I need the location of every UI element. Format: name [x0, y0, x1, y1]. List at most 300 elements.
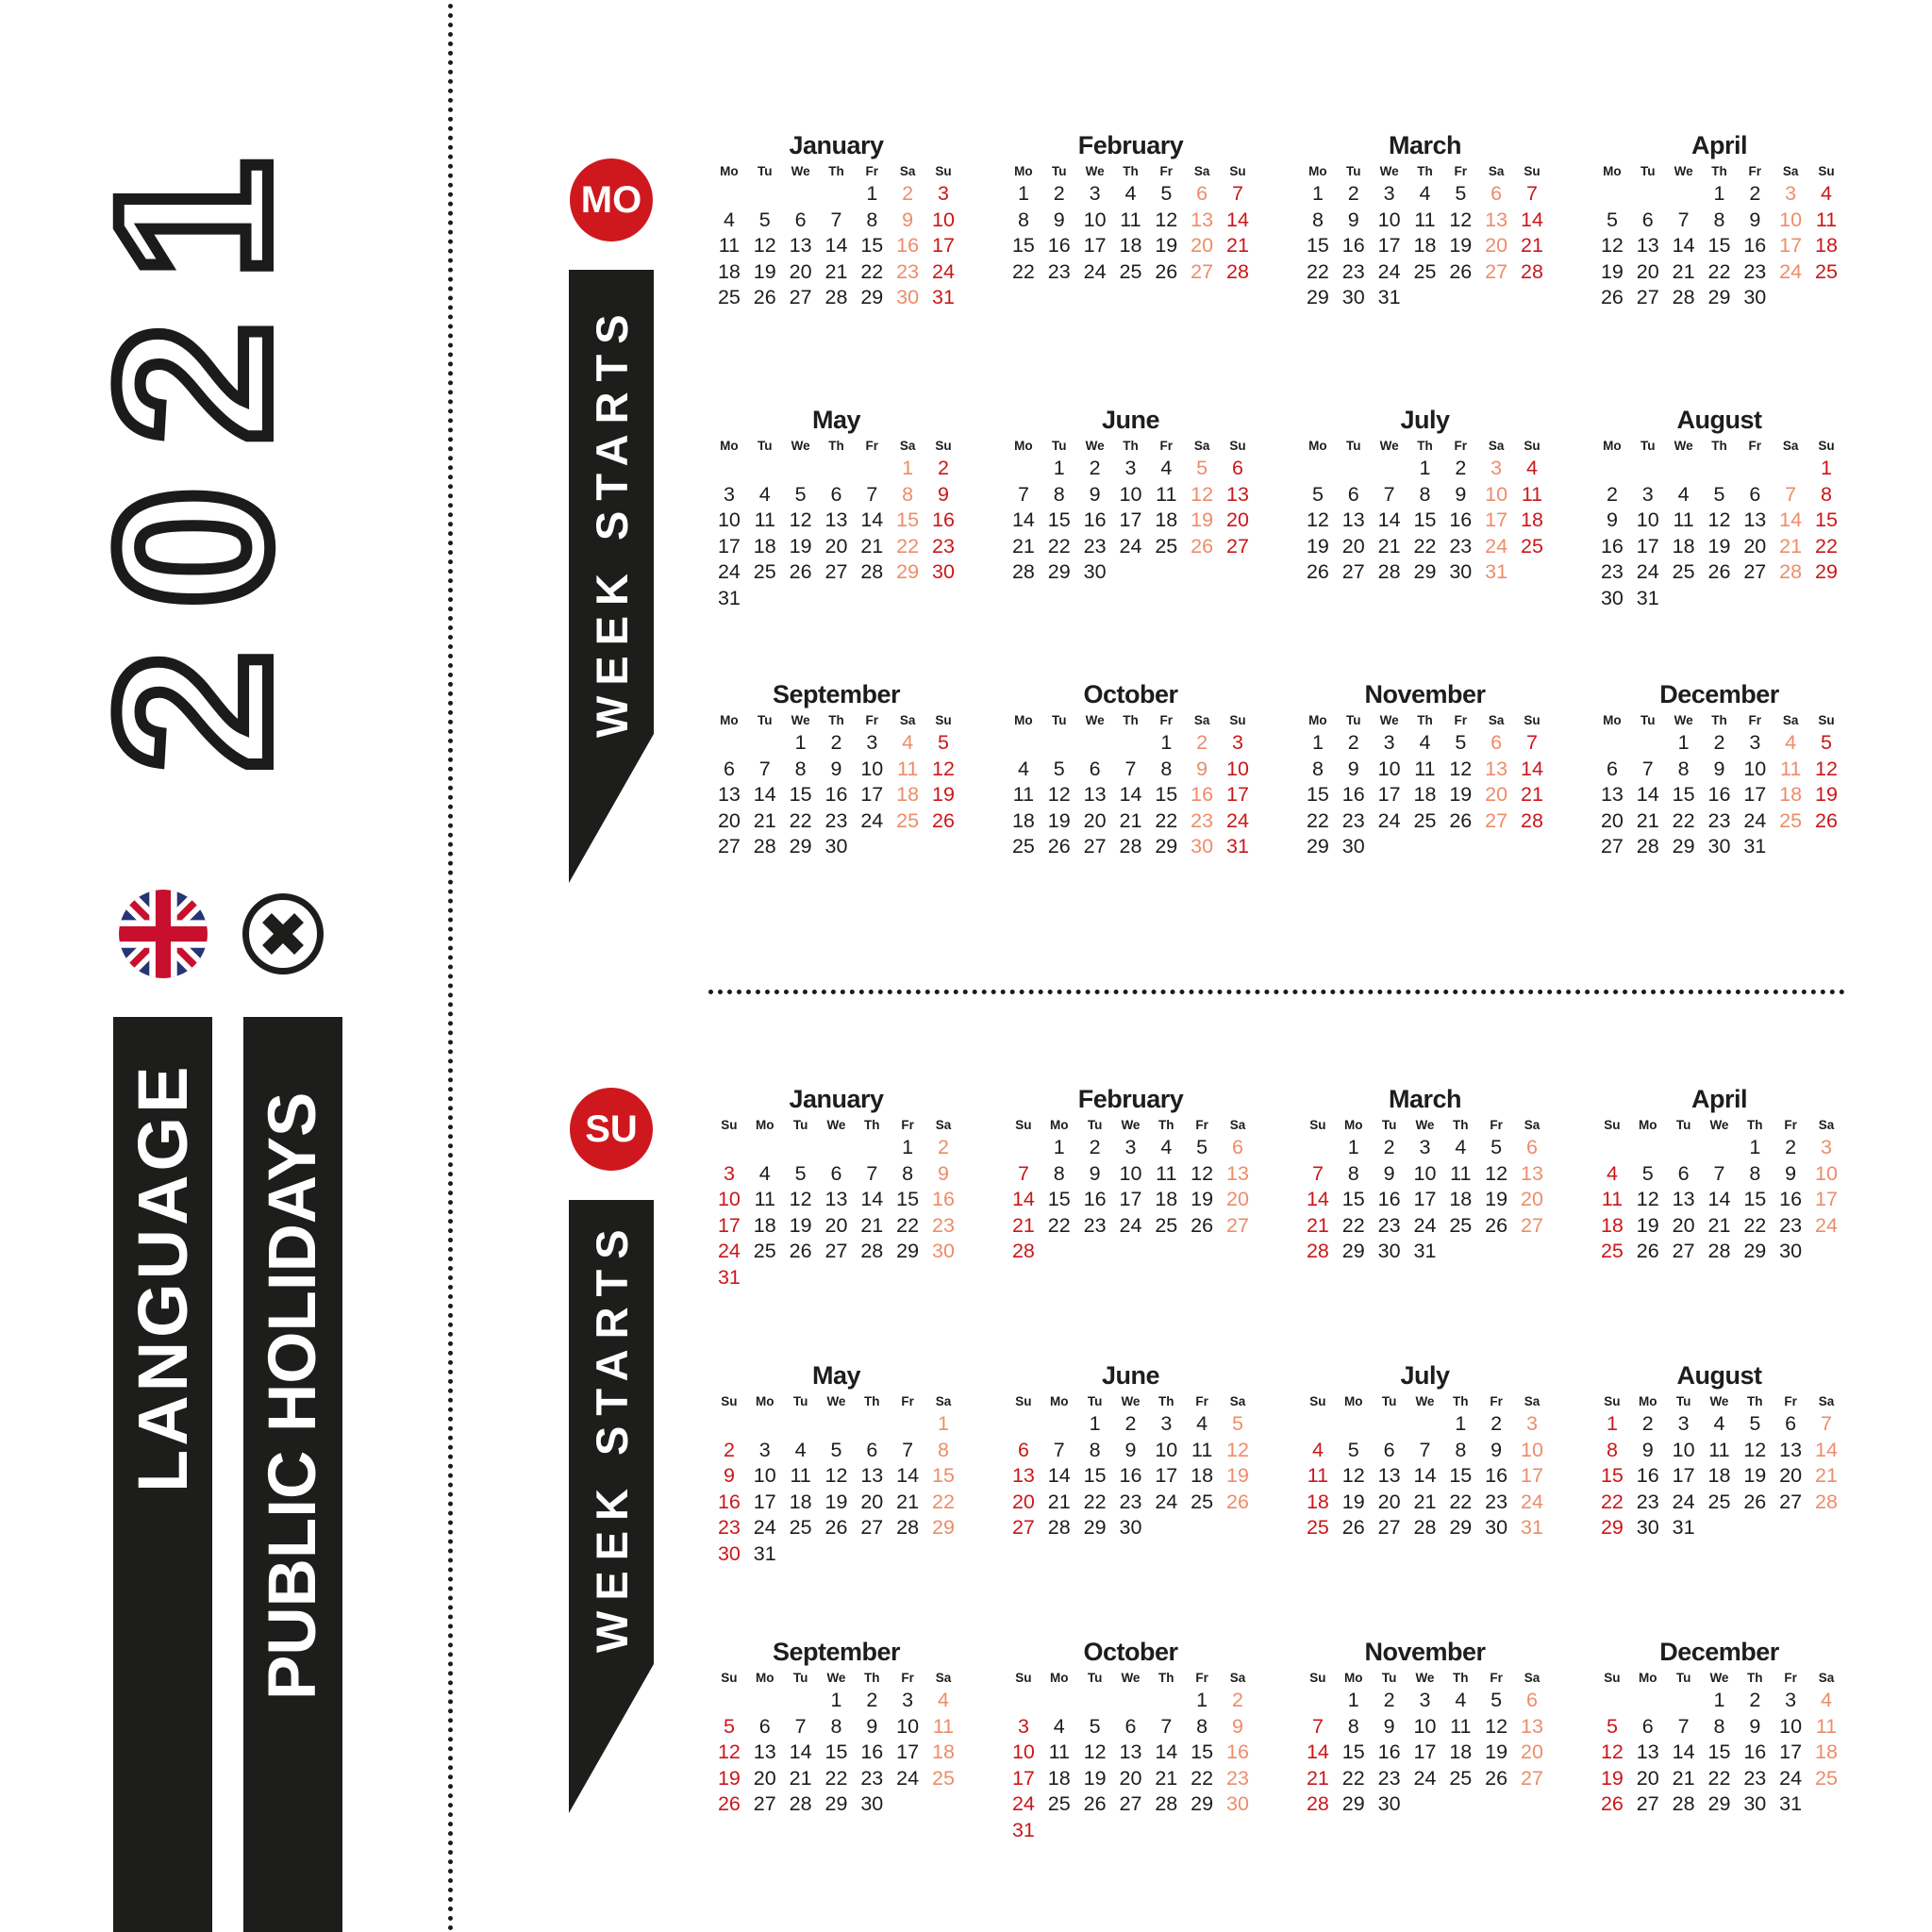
date-cell: [1630, 456, 1666, 482]
date-cell: [819, 1411, 855, 1438]
date-cell: 1: [902, 1136, 914, 1158]
date-cell: 14: [860, 508, 884, 532]
date-cell: 23: [1377, 1766, 1401, 1790]
date-cell: 11: [1708, 1438, 1730, 1461]
month-block: [1006, 1084, 1256, 1265]
weekday-label: Mo: [1603, 713, 1622, 727]
weekday-label: Sa: [1193, 439, 1210, 453]
weekday-label: Mo: [720, 713, 739, 727]
date-cell: 11: [1450, 1714, 1472, 1738]
date-cell: 5: [1089, 1714, 1101, 1738]
date-cell: [1702, 1135, 1738, 1161]
date-cell: 24: [1377, 259, 1401, 283]
date-cell: 22: [1743, 1213, 1767, 1237]
date-cell: [1407, 285, 1443, 311]
month-name: August: [1676, 406, 1762, 434]
date-cell: 28: [1011, 560, 1035, 584]
date-cell: 26: [932, 808, 955, 832]
date-cell: 5: [1160, 182, 1173, 205]
date-cell: 12: [789, 508, 812, 532]
weekday-label: Sa: [899, 439, 916, 453]
weekday-label: Mo: [1050, 1394, 1069, 1408]
weekday-label: Su: [1229, 164, 1246, 178]
date-cell: 10: [1119, 1161, 1142, 1185]
date-cell: 3: [723, 1161, 735, 1185]
date-cell: 7: [1053, 1438, 1065, 1461]
date-cell: [1594, 456, 1630, 482]
date-cell: 4: [1419, 182, 1431, 205]
date-cell: 16: [1083, 1188, 1107, 1211]
date-cell: 2: [1749, 1689, 1761, 1711]
date-cell: 18: [896, 783, 920, 807]
date-cell: 9: [1232, 1714, 1243, 1738]
date-cell: 16: [1226, 1740, 1249, 1764]
date-cell: 4: [1677, 482, 1690, 506]
date-cell: 7: [866, 1161, 878, 1185]
date-cell: [1514, 285, 1550, 311]
date-cell: 22: [1083, 1490, 1107, 1513]
date-cell: 12: [717, 1740, 741, 1764]
date-cell: 26: [1191, 1213, 1214, 1237]
date-cell: 19: [1485, 1188, 1508, 1211]
weekday-label: Su: [1604, 1118, 1621, 1132]
date-cell: [747, 1135, 783, 1161]
date-cell: 15: [1413, 508, 1437, 532]
date-cell: 18: [1815, 1740, 1838, 1764]
weekday-label: Sa: [1229, 1671, 1246, 1685]
horizontal-dotted-divider: [708, 990, 1845, 994]
date-cell: 19: [1226, 1464, 1249, 1488]
date-cell: [819, 1541, 855, 1568]
weekday-label: Th: [1711, 713, 1727, 727]
date-cell: 3: [1383, 182, 1395, 205]
date-cell: 29: [1341, 1792, 1365, 1816]
date-cell: [783, 586, 819, 612]
date-cell: 29: [1341, 1240, 1365, 1263]
weekday-label: Su: [1524, 164, 1541, 178]
date-cell: [1442, 1791, 1478, 1818]
date-cell: 18: [1449, 1740, 1473, 1764]
date-cell: 4: [938, 1689, 949, 1711]
date-cell: 23: [1119, 1490, 1142, 1513]
date-cell: 20: [1485, 234, 1508, 258]
date-cell: 30: [1485, 1516, 1508, 1540]
date-cell: [819, 181, 855, 208]
date-cell: 27: [824, 560, 848, 584]
date-cell: 23: [1083, 534, 1107, 558]
date-cell: 3: [1641, 482, 1654, 506]
date-cell: 24: [1779, 1766, 1803, 1790]
weekday-label: Th: [828, 164, 844, 178]
date-cell: [1372, 834, 1407, 860]
date-cell: 25: [753, 560, 776, 584]
date-cell: 5: [1606, 208, 1618, 231]
weekday-label: Tu: [1052, 713, 1067, 727]
date-cell: [783, 456, 819, 482]
date-cell: [1113, 1818, 1149, 1844]
date-cell: 13: [860, 1464, 884, 1488]
date-cell: 4: [1196, 1412, 1208, 1435]
date-cell: 21: [1521, 234, 1543, 258]
month-name: March: [1388, 131, 1462, 159]
weekday-label: Sa: [899, 164, 916, 178]
date-cell: 10: [1377, 208, 1401, 231]
date-cell: 26: [1485, 1213, 1508, 1237]
date-cell: 31: [1226, 835, 1249, 858]
date-cell: [1220, 559, 1256, 586]
date-cell: 4: [758, 1161, 771, 1185]
weekday-label: We: [1709, 1118, 1729, 1132]
date-cell: 23: [1449, 534, 1473, 558]
date-cell: 2: [1089, 1136, 1101, 1158]
date-cell: 16: [1636, 1464, 1659, 1488]
weekday-label: Tu: [758, 164, 773, 178]
date-cell: 1: [1196, 1689, 1208, 1711]
weekday-label: Tu: [1381, 1671, 1397, 1685]
date-cell: 16: [1377, 1188, 1401, 1211]
date-cell: 20: [1485, 783, 1508, 807]
date-cell: [711, 456, 747, 482]
close-icon[interactable]: [242, 893, 324, 974]
weekday-label: Sa: [1782, 439, 1799, 453]
date-cell: 17: [1672, 1464, 1695, 1488]
date-cell: 2: [1606, 482, 1618, 506]
date-cell: 2: [902, 182, 914, 205]
date-cell: 9: [1606, 508, 1618, 532]
date-cell: 27: [789, 286, 812, 309]
date-cell: 7: [1017, 1161, 1029, 1185]
date-cell: 8: [1053, 482, 1065, 506]
uk-flag-icon[interactable]: [119, 890, 208, 978]
date-cell: 2: [1089, 457, 1101, 479]
date-cell: 8: [1455, 1438, 1467, 1461]
date-cell: 22: [824, 1766, 848, 1790]
date-cell: 29: [1707, 286, 1731, 309]
date-cell: 30: [1341, 286, 1365, 309]
date-cell: 22: [1047, 1213, 1071, 1237]
month-name: August: [1676, 1361, 1762, 1390]
weekday-label: Fr: [865, 713, 879, 727]
date-cell: 10: [1413, 1161, 1437, 1185]
date-cell: [1006, 456, 1041, 482]
date-cell: 9: [1089, 1161, 1101, 1185]
date-cell: 4: [1526, 457, 1538, 479]
weekday-label: Sa: [1818, 1671, 1835, 1685]
date-cell: 24: [1672, 1490, 1695, 1513]
weekday-label: Th: [1711, 439, 1727, 453]
date-cell: 14: [1047, 1464, 1071, 1488]
date-cell: [819, 1265, 855, 1291]
date-cell: [1514, 1791, 1550, 1818]
weekday-label: Th: [1123, 164, 1139, 178]
date-cell: 29: [1449, 1516, 1473, 1540]
badge-week-starts-monday[interactable]: MO: [570, 158, 653, 242]
date-cell: 21: [1636, 808, 1659, 832]
date-cell: 23: [1341, 259, 1365, 283]
date-cell: [1113, 1688, 1149, 1714]
month-block: [1300, 130, 1550, 311]
date-cell: 4: [758, 482, 771, 506]
date-cell: 20: [1011, 1490, 1035, 1513]
date-cell: 8: [830, 1714, 842, 1738]
date-cell: 18: [1707, 1464, 1731, 1488]
date-cell: 2: [1124, 1412, 1137, 1435]
date-cell: 11: [1307, 1464, 1329, 1488]
public-holidays-label: PUBLIC HOLIDAYS: [256, 1091, 330, 1700]
date-cell: 3: [1383, 731, 1395, 754]
date-cell: 21: [860, 1213, 884, 1237]
date-cell: 29: [1155, 835, 1178, 858]
month-block: [1006, 1360, 1256, 1541]
date-cell: 28: [1377, 560, 1401, 584]
date-cell: [783, 1688, 819, 1714]
date-cell: 7: [1526, 731, 1538, 754]
date-cell: 8: [1347, 1161, 1359, 1185]
date-cell: 29: [932, 1516, 955, 1540]
date-cell: 30: [1377, 1792, 1401, 1816]
date-cell: 11: [1779, 757, 1802, 780]
date-cell: 3: [758, 1438, 771, 1461]
date-cell: 13: [1226, 1161, 1249, 1185]
date-cell: 28: [1672, 286, 1695, 309]
date-cell: 5: [1455, 182, 1467, 205]
date-cell: [747, 1688, 783, 1714]
weekday-label: Tu: [1641, 713, 1656, 727]
date-cell: 2: [1713, 731, 1725, 754]
month-name: June: [1101, 1361, 1160, 1390]
date-cell: [1773, 834, 1808, 860]
date-cell: 5: [1455, 731, 1467, 754]
weekday-label: Su: [1229, 713, 1246, 727]
date-cell: 26: [1083, 1792, 1107, 1816]
weekday-label: We: [1379, 713, 1399, 727]
date-cell: [1666, 181, 1702, 208]
date-cell: 7: [1124, 757, 1137, 780]
weekday-label: Fr: [1748, 439, 1762, 453]
date-cell: 30: [1743, 1792, 1767, 1816]
month-block: [1006, 679, 1256, 860]
date-cell: [711, 1411, 747, 1438]
date-cell: 19: [789, 534, 812, 558]
date-cell: 9: [1383, 1714, 1395, 1738]
date-cell: 14: [1155, 1740, 1178, 1764]
badge-week-starts-sunday[interactable]: SU: [570, 1088, 653, 1171]
date-cell: [1478, 285, 1514, 311]
date-cell: 27: [1083, 835, 1107, 858]
date-cell: 15: [1011, 234, 1035, 258]
date-cell: [1594, 1688, 1630, 1714]
date-cell: 26: [1226, 1490, 1249, 1513]
date-cell: 12: [1636, 1188, 1659, 1211]
date-cell: 27: [1636, 286, 1659, 309]
date-cell: [1041, 1688, 1077, 1714]
weekday-label: Su: [721, 1394, 738, 1408]
weekday-label: Fr: [1784, 1671, 1797, 1685]
date-cell: 1: [1311, 182, 1324, 205]
date-cell: 24: [1119, 1213, 1142, 1237]
date-cell: 11: [1521, 482, 1543, 506]
date-cell: 5: [1347, 1438, 1359, 1461]
date-cell: 27: [1636, 1792, 1659, 1816]
date-cell: 29: [1672, 835, 1695, 858]
date-cell: 23: [1743, 259, 1767, 283]
weekday-label: Th: [1711, 164, 1727, 178]
date-cell: 15: [1672, 783, 1695, 807]
weekday-label: We: [1085, 439, 1105, 453]
date-cell: 3: [866, 731, 878, 754]
date-cell: 3: [1089, 182, 1101, 205]
date-cell: 30: [1743, 286, 1767, 309]
date-cell: 10: [1011, 1740, 1035, 1764]
date-cell: 17: [1743, 783, 1767, 807]
date-cell: 22: [1047, 534, 1071, 558]
date-cell: 1: [1017, 182, 1029, 205]
date-cell: 15: [1047, 508, 1071, 532]
month-block: [1300, 1637, 1550, 1818]
date-cell: [925, 1541, 961, 1568]
date-cell: [1184, 1515, 1220, 1541]
date-cell: 6: [830, 482, 842, 506]
date-cell: 14: [1779, 508, 1803, 532]
date-cell: 12: [789, 1188, 812, 1211]
weekday-label: Sa: [1229, 1118, 1246, 1132]
date-cell: 15: [932, 1464, 955, 1488]
date-cell: 8: [1196, 1714, 1208, 1738]
weekday-label: Sa: [1524, 1118, 1541, 1132]
date-cell: 21: [1672, 259, 1695, 283]
date-cell: 15: [896, 1188, 920, 1211]
date-cell: 17: [1779, 1740, 1803, 1764]
date-cell: 9: [1749, 1714, 1761, 1738]
date-cell: 2: [1491, 1412, 1503, 1435]
date-cell: 18: [1413, 234, 1437, 258]
month-name: November: [1364, 1638, 1486, 1666]
date-cell: 4: [1017, 757, 1029, 780]
date-cell: 19: [1191, 508, 1214, 532]
month-block: [1300, 1360, 1550, 1541]
date-cell: [783, 181, 819, 208]
date-cell: 21: [1226, 234, 1249, 258]
weekday-label: We: [791, 164, 810, 178]
date-cell: [854, 1541, 890, 1568]
date-cell: 12: [1743, 1438, 1767, 1461]
date-cell: 10: [896, 1714, 920, 1738]
date-cell: 26: [1047, 835, 1071, 858]
date-cell: [1773, 285, 1808, 311]
date-cell: 2: [1196, 731, 1208, 754]
date-cell: 25: [717, 286, 741, 309]
date-cell: 28: [860, 560, 884, 584]
date-cell: 22: [1011, 259, 1035, 283]
date-cell: 24: [896, 1766, 920, 1790]
date-cell: 6: [830, 1161, 842, 1185]
weekday-label: Tu: [1087, 1394, 1103, 1408]
date-cell: 17: [717, 534, 741, 558]
date-cell: 4: [1785, 731, 1797, 754]
date-cell: [1514, 559, 1550, 586]
month-name: March: [1388, 1085, 1462, 1113]
date-cell: 6: [1089, 757, 1101, 780]
date-cell: 25: [1011, 835, 1035, 858]
date-cell: 30: [860, 1792, 884, 1816]
date-cell: 13: [1119, 1740, 1142, 1764]
date-cell: 22: [1306, 259, 1329, 283]
date-cell: 30: [932, 1240, 955, 1263]
date-cell: 4: [1455, 1136, 1467, 1158]
date-cell: 7: [1641, 757, 1654, 780]
date-cell: [1148, 1515, 1184, 1541]
date-cell: 29: [1306, 286, 1329, 309]
weekday-label: Tu: [1052, 164, 1067, 178]
weekday-label: Mo: [1639, 1118, 1657, 1132]
date-cell: [925, 1791, 961, 1818]
date-cell: 21: [1707, 1213, 1731, 1237]
date-cell: 4: [1311, 1438, 1324, 1461]
date-cell: [890, 586, 925, 612]
date-cell: 15: [896, 508, 920, 532]
weekday-label: Sa: [1818, 1118, 1835, 1132]
date-cell: 29: [1306, 835, 1329, 858]
date-cell: 12: [1341, 1464, 1365, 1488]
date-cell: 19: [1815, 783, 1838, 807]
date-cell: [854, 834, 890, 860]
date-cell: 14: [824, 234, 848, 258]
weekday-label: Mo: [1050, 1118, 1069, 1132]
weekday-label: Su: [1309, 1671, 1326, 1685]
date-cell: 26: [1449, 808, 1473, 832]
date-cell: [1041, 1818, 1077, 1844]
weekday-label: We: [826, 1671, 846, 1685]
month-name: April: [1690, 1085, 1747, 1113]
date-cell: 9: [1196, 757, 1208, 780]
weekday-label: Fr: [865, 439, 879, 453]
date-cell: 9: [723, 1464, 735, 1488]
date-cell: 22: [1341, 1766, 1365, 1790]
date-cell: 19: [1449, 234, 1473, 258]
date-cell: 28: [860, 1240, 884, 1263]
date-cell: 5: [794, 482, 807, 506]
date-cell: [1737, 456, 1773, 482]
date-cell: 28: [1779, 560, 1803, 584]
weekday-label: Th: [1747, 1394, 1763, 1408]
date-cell: [1478, 834, 1514, 860]
date-cell: 26: [824, 1516, 848, 1540]
date-cell: 7: [1383, 482, 1395, 506]
weekday-label: Fr: [1195, 1394, 1208, 1408]
date-cell: 24: [1413, 1213, 1437, 1237]
date-cell: 8: [1749, 1161, 1761, 1185]
date-cell: 23: [1600, 560, 1624, 584]
date-cell: 28: [1707, 1240, 1731, 1263]
date-cell: 18: [1306, 1490, 1329, 1513]
month-block: [1006, 130, 1256, 285]
date-cell: 2: [830, 731, 842, 754]
date-cell: 23: [1743, 1766, 1767, 1790]
weekday-label: Th: [1453, 1671, 1469, 1685]
weekday-label: Th: [828, 713, 844, 727]
date-cell: 12: [1449, 757, 1473, 780]
weekday-label: Fr: [1748, 713, 1762, 727]
date-cell: 3: [1749, 731, 1761, 754]
weekday-label: Fr: [1454, 439, 1468, 453]
date-cell: 20: [1083, 808, 1107, 832]
weekday-label: We: [1709, 1394, 1729, 1408]
date-cell: 18: [1119, 234, 1142, 258]
date-cell: [890, 1541, 925, 1568]
date-cell: 15: [1155, 783, 1178, 807]
date-cell: 21: [1377, 534, 1401, 558]
date-cell: 24: [717, 560, 741, 584]
